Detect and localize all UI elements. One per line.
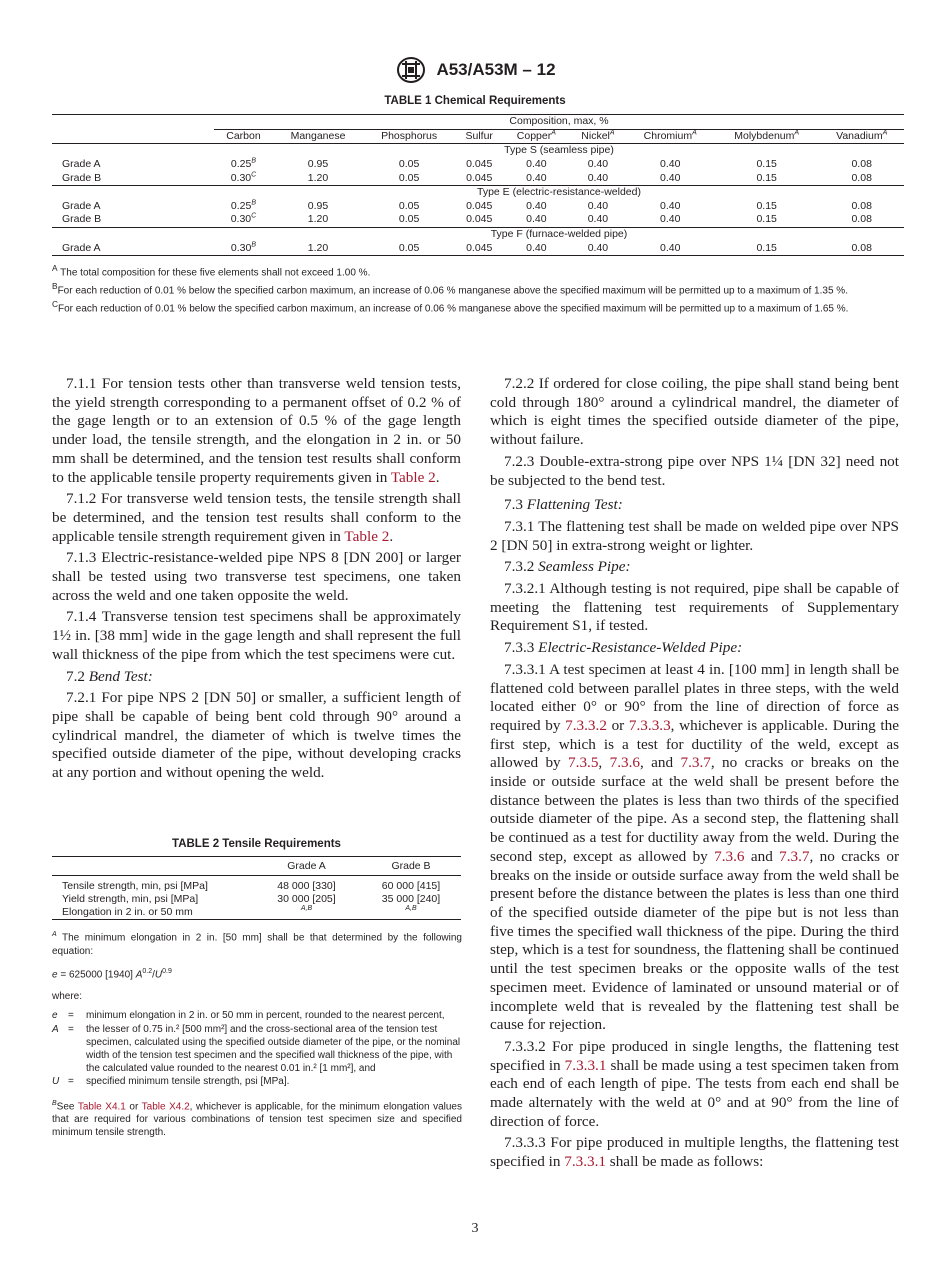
heading-7-3-2: 7.3.2 Seamless Pipe: <box>504 558 631 576</box>
section-link[interactable]: 7.3.6 <box>714 847 745 865</box>
table-row: Elongation in 2 in. or 50 mm A,B A,B <box>52 906 461 920</box>
table1-footnotes <box>52 262 904 316</box>
heading-7-3-3: 7.3.3 Electric-Resistance-Welded Pipe: <box>504 639 743 657</box>
table1-column-header: Vanadium$^A$ <box>836 129 888 142</box>
paragraph-7-2-1: 7.2.1 For pipe NPS 2 [DN 50] or smaller, a sufficient length of pipe shall be capable of being bent cold through 90° around a cylindrical mandrel, the diameter of which is twelve times the specified outside diameter of the pipe, without developing cracks at any portion and without opening the weld. <box>52 689 461 782</box>
paragraph-7-1-3: 7.1.3 Electric-resistance-welded pipe NPS 8 [DN 200] or larger shall be tested using two transverse test specimens, one taken across the weld and one taken opposite the weld. <box>52 549 461 604</box>
definition-item: A = the lesser of 0.75 in.² [500 mm²] and the cross-sectional area of the tension test specimen, calculated using the specified outside diameter of the pipe, or the nominal width of the tension test specimen and the specified wall thickness of the pipe, with the calculated value rounded to the nearest 0.01 in.² [1 mm²], and <box>52 1023 461 1075</box>
table1-column-header: Manganese <box>290 129 346 142</box>
table1-column-headers <box>52 129 904 144</box>
table1-group-title: Type E (electric-resistance-welded) <box>214 185 904 199</box>
paragraph-7-3-1: 7.3.1 The flattening test shall be made on welded pipe over NPS 2 [DN 50] in extra-strong weight or lighter. <box>490 517 899 554</box>
table2-col-grade-a: Grade A <box>287 859 326 872</box>
paragraph-7-2-2: 7.2.2 If ordered for close coiling, the pipe shall stand being bent cold through 180° around a cylindrical mandrel, the diameter of which is eight times the specified outside diameter of the pipe, without failure. <box>490 375 899 449</box>
where-label: where: <box>52 991 83 1003</box>
table1-footnote: $^A$ The total composition for these five elements shall not exceed 1.00 %. <box>52 263 371 279</box>
heading-7-2: 7.2 Bend Test: <box>66 667 153 685</box>
paragraph-7-3-3-2: 7.3.3.2 For pipe produced in single lengths, the flattening test specified in 7.3.3.1 shall be made using a test specimen taken from each end of each length of pipe. The tests from each end shall be made alternately with the weld at 0° and at 90° from the line of direction of force. <box>490 1037 899 1130</box>
table2-header-row <box>52 857 461 876</box>
left-column <box>52 375 461 786</box>
table-row: Grade B $0.30^C$ 1.20 0.05 0.045 0.40 0.40 0.40 0.15 0.08 <box>62 212 872 226</box>
section-link[interactable]: 7.3.3.1 <box>564 1153 606 1171</box>
paragraph-7-3-2-1: 7.3.2.1 Although testing is not required, pipe shall be capable of meeting the flattening test requirements of Supplementary Requirement S1, if tested. <box>490 580 899 635</box>
table1-group-row <box>52 185 904 199</box>
table1-caption: TABLE 1 Chemical Requirements <box>384 95 566 107</box>
document-title: A53/A53M – 12 <box>436 60 556 79</box>
table1-group-title: Type F (furnace-welded pipe) <box>214 227 904 241</box>
table2-tensile-requirements <box>52 856 461 920</box>
table-row: Tensile strength, min, psi [MPa] 48 000 [330] 60 000 [415] <box>62 879 441 892</box>
section-link[interactable]: 7.3.3.1 <box>564 1056 607 1074</box>
paragraph-7-3-3-1: 7.3.3.1 A test specimen at least 4 in. [100 mm] in length shall be flattened cold between parallel plates in three steps, with the weld located either 0° or 90° from the line of direction of force as required by 7.3.3.2 or 7.3.3.3, whichever is applicable. During the first step, which is a test for ductility of the weld, except as allowed by 7.3.5, 7.3.6, and 7.3.7, no cracks or breaks on the inside or outside surface at the weld shall be present before the distance between the plates is less than two thirds of the specified outside diameter of the pipe. As a second step, the flattening shall be continued as a test for ductility away from the weld. During the second step, except as allowed by 7.3.6 and 7.3.7, no cracks or breaks on the inside or outside surface away from the weld shall be present before the distance between the plates is less than one third of the specified outside diameter of the pipe but is not less than five times the specified wall thickness of the pipe. During the third step, which is a test for soundness, the flattening shall be continued until the test specimen breaks or the opposite walls of the test specimen meet. Evidence of laminated or unsound material or of incomplete weld that is revealed by the flattening test shall be cause for rejection. <box>490 660 900 1034</box>
table1-corner <box>52 115 214 130</box>
table2-caption: TABLE 2 Tensile Requirements <box>172 838 341 850</box>
table-row: Grade A $0.25^B$ 0.95 0.05 0.045 0.40 0.40 0.40 0.15 0.08 <box>62 199 872 212</box>
section-link[interactable]: 7.3.7 <box>680 754 711 772</box>
paragraph-7-1-1: 7.1.1 For tension tests other than transverse weld tension tests, the yield strength corresponding to a permanent offset of 0.2 % of the gage length or to an extension of 0.5 % of the gage length under load, the tensile strength, and the elongation in 2 in. or 50 mm shall be determined, and the tension test results shall conform to the applicable tensile property requirements given in Table 2. <box>52 375 461 486</box>
table-x4-2-link[interactable]: Table X4.2 <box>141 1101 190 1113</box>
table2-footnotes <box>52 928 462 1140</box>
paragraph-7-2-3: 7.2.3 Double-extra-strong pipe over NPS 1¼ [DN 32] need not be subjected to the bend test. <box>490 452 899 489</box>
table-row: Grade B $0.30^C$ 1.20 0.05 0.045 0.40 0.40 0.40 0.15 0.08 <box>62 171 872 184</box>
table-row: Yield strength, min, psi [MPa] 30 000 [205] 35 000 [240] <box>62 892 441 905</box>
section-link[interactable]: 7.3.7 <box>779 847 810 865</box>
table1-group-header: Composition, max, % <box>214 115 904 130</box>
paragraph-7-3-3-3: 7.3.3.3 For pipe produced in multiple lengths, the flattening test specified in 7.3.3.1 shall be made as follows: <box>490 1134 899 1171</box>
table1-chemical-requirements <box>52 114 904 256</box>
page-header <box>0 56 950 84</box>
table1-column-header: Chromium$^A$ <box>643 129 697 142</box>
paragraph-7-1-4: 7.1.4 Transverse tension test specimens shall be approximately 1½ in. [38 mm] wide in the gage length and shall represent the full wall thickness of the pipe from which the test specimens were cut. <box>52 608 461 663</box>
table1-footnote: $^C$For each reduction of 0.01 % below the specified carbon maximum, an increase of 0.06 % manganese above the specified maximum will be permitted up to a maximum of 1.65 %. <box>52 298 849 315</box>
table2-footnote-a: $^A$ The minimum elongation in 2 in. [50 mm] shall be that determined by the following equation: <box>52 931 462 957</box>
table1-column-header: Nickel$^A$ <box>581 129 615 142</box>
table1-column-header: Sulfur <box>465 129 493 142</box>
elongation-equation: e = 625000 [1940] $A^{0.2}/U^{0.9}$ <box>52 967 172 981</box>
section-link[interactable]: 7.3.5 <box>568 754 599 772</box>
astm-logo-icon <box>394 56 428 84</box>
right-column <box>490 375 899 1175</box>
table1-group-row <box>52 144 904 158</box>
table1-column-header: Molybdenum$^A$ <box>734 129 800 142</box>
section-link[interactable]: 7.3.3.3 <box>628 716 671 734</box>
table1-footnote: $^B$For each reduction of 0.01 % below the specified carbon maximum, an increase of 0.06 % manganese above the specified maximum will be permitted up to a maximum of 1.35 %. <box>52 280 848 297</box>
section-link[interactable]: 7.3.6 <box>609 754 640 772</box>
section-link[interactable]: 7.3.3.2 <box>565 716 607 734</box>
table2-col-grade-b: Grade B <box>391 859 431 872</box>
table-row: Grade A $0.25^B$ 0.95 0.05 0.045 0.40 0.40 0.40 0.15 0.08 <box>62 157 872 171</box>
table2-footnote-b: $^B$See Table X4.1 or Table X4.2, whichever is applicable, for the minimum elongation values that are required for various combinations of tension test specimen size and specified minimum tensile strength. <box>52 1099 462 1139</box>
table1-group-title: Type S (seamless pipe) <box>214 144 904 158</box>
paragraph-7-1-2: 7.1.2 For transverse weld tension tests, the tensile strength shall be determined, and the tension test results shall conform to the applicable tensile strength requirement given in Table 2. <box>52 490 461 545</box>
heading-7-3: 7.3 Flattening Test: <box>504 496 623 514</box>
table-x4-1-link[interactable]: Table X4.1 <box>77 1101 126 1113</box>
page-number: 3 <box>471 1221 479 1236</box>
table2-link[interactable]: Table 2 <box>390 468 436 486</box>
table2-link[interactable]: Table 2 <box>344 527 390 545</box>
definition-item: e = minimum elongation in 2 in. or 50 mm in percent, rounded to the nearest percent, <box>52 1010 445 1022</box>
table1-column-header: Phosphorus <box>381 129 438 142</box>
definition-item: U = specified minimum tensile strength, psi [MPa]. <box>52 1076 290 1088</box>
table1-group-row <box>52 227 904 241</box>
table-row: Grade A $0.30^B$ 1.20 0.05 0.045 0.40 0.40 0.40 0.15 0.08 <box>52 241 904 255</box>
table1-column-header: Carbon <box>226 129 261 142</box>
equation-definitions <box>52 1009 462 1088</box>
table1-column-header: Copper$^A$ <box>516 129 556 142</box>
